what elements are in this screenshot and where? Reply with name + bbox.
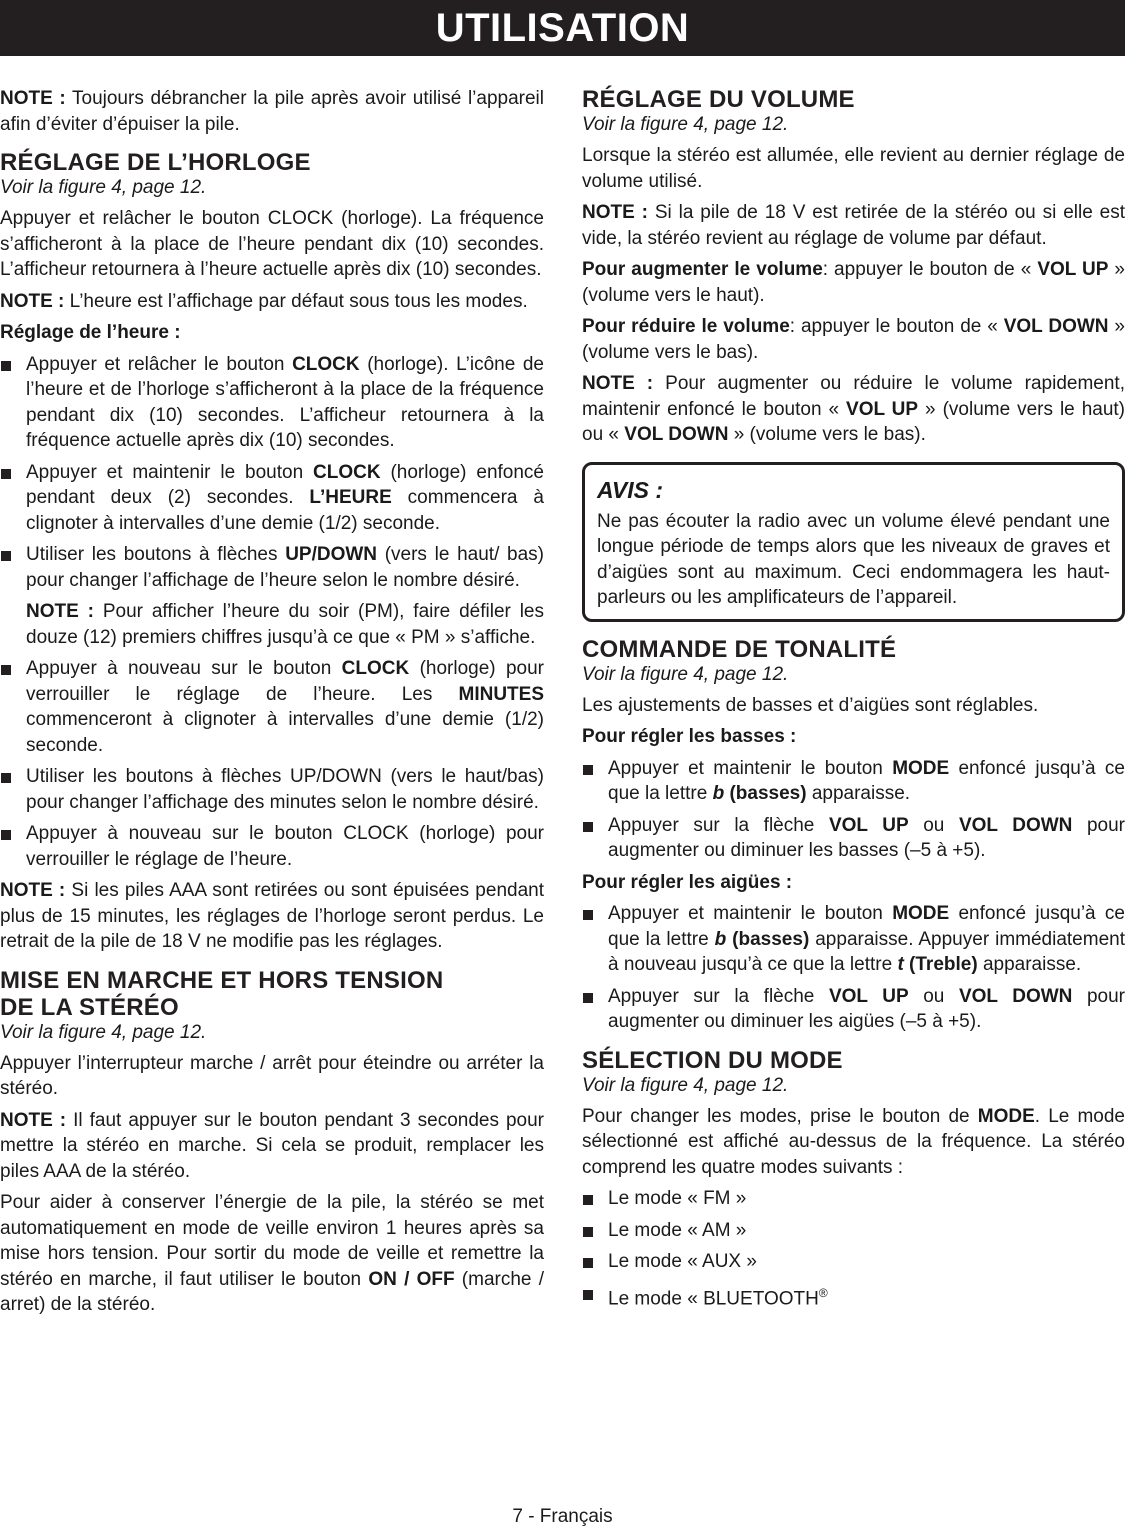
list-item: Appuyer et maintenir le bouton MODE enfoncé jusqu’à ce que la lettre b (basses) apparaisse. (582, 756, 1125, 807)
list-item: Utiliser les boutons à flèches UP/DOWN (vers le haut/bas) pour changer l’affichage des minutes selon le nombre désiré. (0, 764, 544, 815)
list-item: Le mode « BLUETOOTH® (582, 1281, 1125, 1312)
note-aaa-batteries: NOTE : Si les piles AAA sont retirées ou sont épuisées pendant plus de 15 minutes, les réglages de l’horloge seront perdus. Le retrait de la pile de 18 V ne modifie pas les réglages. (0, 880, 544, 952)
notice-box (582, 462, 1125, 622)
list-item: Le mode « AM » (582, 1218, 1125, 1244)
tone-intro: Les ajustements de basses et d’aigües sont réglables. (582, 694, 1039, 716)
standby-paragraph: Pour aider à conserver l’énergie de la pile, la stéréo se met automatiquement en mode de veille environ 1 heures après sa mise hors tension. Pour sortir du mode de veille et remettre la stéréo en marche, il faut utiliser le bouton ON / OFF (marche / arret) de la stéréo. (0, 1192, 544, 1315)
time-setting-heading: Réglage de l’heure : (0, 322, 181, 343)
list-item: Appuyer et maintenir le bouton CLOCK (horloge) enfoncé pendant deux (2) secondes. L’HEURE commencera à clignoter à intervalles d’une demie (1/2) seconde. (0, 460, 544, 537)
bass-heading: Pour régler les basses : (582, 726, 797, 747)
bass-steps (582, 756, 1125, 864)
right-column (582, 86, 1125, 1317)
list-item: Le mode « AUX » (582, 1249, 1125, 1275)
clock-intro: Appuyer et relâcher le bouton CLOCK (horloge). La fréquence s’afficheront à la place de l’heure pendant dix (10) secondes. L’afficheur retournera à l’heure actuelle après dix (10) secondes. (0, 208, 544, 280)
clock-section (0, 149, 544, 955)
section-banner: UTILISATION (0, 0, 1125, 56)
tone-title: COMMANDE DE TONALITÉ (582, 635, 897, 663)
mode-intro: Pour changer les modes, prise le bouton de MODE. Le mode sélectionné est affiché au-dessus de la fréquence. La stéréo comprend les quatre modes suivants : (582, 1105, 1125, 1178)
power-section (0, 967, 544, 1318)
tone-section (582, 636, 1125, 1035)
clock-title: RÉGLAGE DE L’HORLOGE (0, 149, 311, 176)
mode-figure-ref: Voir la figure 4, page 12. (582, 1074, 789, 1096)
power-intro: Appuyer l’interrupteur marche / arrêt pour éteindre ou arréter la stéréo. (0, 1052, 544, 1099)
time-setting-steps (0, 352, 544, 594)
volume-down-instruction: Pour réduire le volume: appuyer le bouton de « VOL DOWN » (volume vers le bas). (582, 316, 1125, 363)
note-volume-default: NOTE : Si la pile de 18 V est retirée de la stéréo ou si elle est vide, la stéréo revient au réglage de volume par défaut. (582, 202, 1125, 249)
list-item: Appuyer et relâcher le bouton CLOCK (horloge). L’icône de l’heure et de l’horloge s’afficheront à la place de la fréquence pendant dix (10) secondes. L’afficheur retournera à la fréquence actuelle après dix (10) secondes. (0, 352, 544, 454)
treble-steps (582, 901, 1125, 1035)
list-item: Appuyer et maintenir le bouton MODE enfoncé jusqu’à ce que la lettre b (basses) apparaisse. Appuyer immédiatement à nouveau jusqu’à ce que la lettre t (Treble) apparaisse. (582, 901, 1125, 978)
power-figure-ref: Voir la figure 4, page 12. (0, 1021, 207, 1043)
list-item: Appuyer sur la flèche VOL UP ou VOL DOWN pour augmenter ou diminuer les aigües (–5 à +5). (582, 984, 1125, 1035)
note-default-display: NOTE : L’heure est l’affichage par défaut sous tous les modes. (0, 290, 528, 312)
note-pm: NOTE : Pour afficher l’heure du soir (PM), faire défiler les douze (12) premiers chiffres jusqu’à ce que « PM » s’affiche. (26, 601, 544, 648)
note-volume-fast: NOTE : Pour augmenter ou réduire le volume rapidement, maintenir enfoncé le bouton « VOL UP » (volume vers le haut) ou « VOL DOWN » (volume vers le bas). (582, 373, 1125, 445)
volume-figure-ref: Voir la figure 4, page 12. (582, 114, 789, 135)
volume-section (582, 86, 1125, 448)
list-item: Appuyer sur la flèche VOL UP ou VOL DOWN pour augmenter ou diminuer les basses (–5 à +5). (582, 813, 1125, 864)
volume-up-instruction: Pour augmenter le volume: appuyer le bouton de « VOL UP » (volume vers le haut). (582, 259, 1125, 306)
power-title: MISE EN MARCHE ET HORS TENSION DE LA STÉRÉO (0, 966, 444, 1021)
mode-list (582, 1186, 1125, 1311)
list-item: Appuyer à nouveau sur le bouton CLOCK (horloge) pour verrouiller le réglage de l’heure. (0, 821, 544, 872)
list-item: Appuyer à nouveau sur le bouton CLOCK (horloge) pour verrouiller le réglage de l’heure. Les MINUTES commenceront à clignoter à intervalles d’une demie (1/2) seconde. (0, 656, 544, 758)
notice-title: AVIS : (597, 476, 664, 503)
list-item: Le mode « FM » (582, 1186, 1125, 1212)
notice-text: Ne pas écouter la radio avec un volume élevé pendant une longue période de temps alors que les niveaux de graves et d’aigües sont au maximum. Ceci endommagera les haut-parleurs ou les amplificateurs de l’appareil. (597, 510, 1110, 608)
mode-title: SÉLECTION DU MODE (582, 1046, 843, 1074)
list-item: Utiliser les boutons à flèches UP/DOWN (vers le haut/ bas) pour changer l’affichage de l’heure selon le nombre désiré. (0, 542, 544, 593)
note-power-button: NOTE : Il faut appuyer sur le bouton pendant 3 secondes pour mettre la stéréo en marche. Si cela se produit, remplacer les piles AAA de la stéréo. (0, 1109, 545, 1182)
volume-title: RÉGLAGE DU VOLUME (582, 86, 855, 113)
clock-figure-ref: Voir la figure 4, page 12. (0, 177, 207, 198)
tone-figure-ref: Voir la figure 4, page 12. (582, 663, 789, 685)
minute-setting-steps (0, 656, 544, 872)
mode-section (582, 1047, 1125, 1312)
note-battery: NOTE : Toujours débrancher la pile après avoir utilisé l’appareil afin d’éviter d’épuiser la pile. (0, 88, 544, 135)
treble-heading: Pour régler les aigües : (582, 871, 793, 893)
volume-intro: Lorsque la stéréo est allumée, elle revient au dernier réglage de volume utilisé. (582, 145, 1125, 192)
page-number: 7 - Français (512, 1506, 613, 1527)
left-column (0, 86, 544, 1324)
